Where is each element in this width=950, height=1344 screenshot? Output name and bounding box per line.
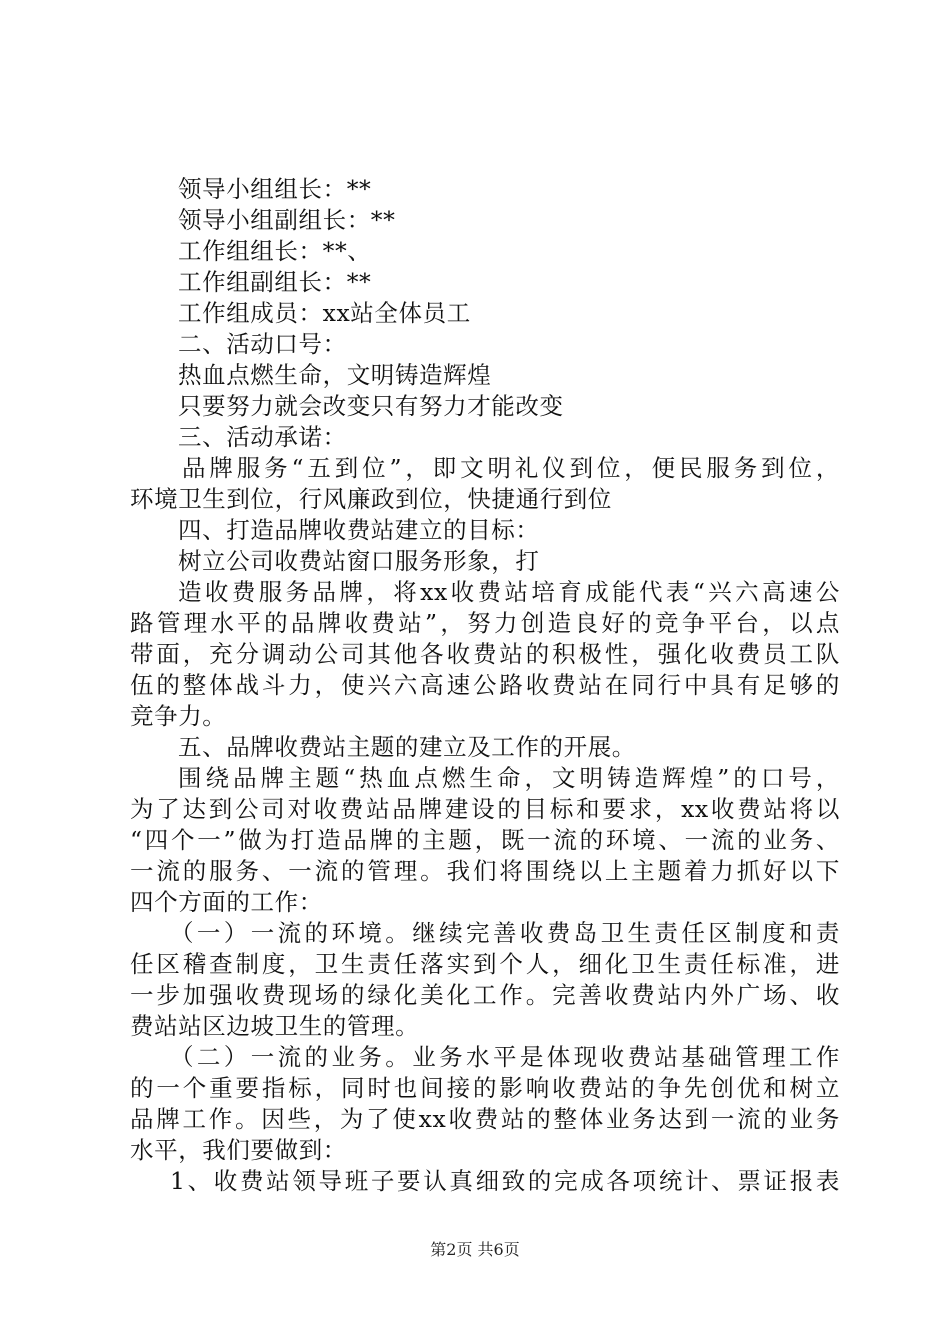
text-line: 工作组成员：xx站全体员工 — [178, 299, 471, 327]
text-line: 工作组组长：**、 — [178, 237, 372, 265]
text-line: （二）一流的业务。业务水平是体现收费站基础管理工作 — [170, 1043, 840, 1071]
page-footer: 第2页 共6页 — [430, 1240, 520, 1259]
text-line: 环境卫生到位，行风廉政到位，快捷通行到位 — [130, 485, 612, 513]
text-line: 四、打造品牌收费站建立的目标： — [178, 516, 540, 544]
text-line: 品牌服务“五到位”，即文明礼仪到位，便民服务到位， — [182, 454, 840, 482]
text-line: 只要努力就会改变只有努力才能改变 — [178, 392, 564, 420]
text-line: 三、活动承诺： — [178, 423, 347, 451]
text-line: 竞争力。 — [130, 702, 227, 730]
text-line: 工作组副组长：** — [178, 268, 372, 296]
text-line: 水平，我们要做到： — [130, 1136, 347, 1164]
text-line: “四个一”做为打造品牌的主题，既一流的环境、一流的业务、 — [130, 826, 840, 854]
text-line: 五、品牌收费站主题的建立及工作的开展。 — [178, 733, 636, 761]
text-line: 费站站区边坡卫生的管理。 — [130, 1012, 420, 1040]
text-line: 四个方面的工作： — [130, 888, 323, 916]
text-line: 领导小组副组长：** — [178, 206, 396, 234]
text-line: 的一个重要指标，同时也间接的影响收费站的争先创优和树立 — [130, 1074, 840, 1102]
document-body — [130, 174, 840, 1197]
text-line: 一步加强收费现场的绿化美化工作。完善收费站内外广场、收 — [130, 981, 840, 1009]
text-line: 热血点燃生命，文明铸造辉煌 — [178, 361, 492, 389]
text-line: 1、收费站领导班子要认真细致的完成各项统计、票证报表 — [170, 1167, 840, 1195]
text-line: 造收费服务品牌，将xx收费站培育成能代表“兴六高速公 — [178, 578, 840, 606]
text-line: 围绕品牌主题“热血点燃生命，文明铸造辉煌”的口号， — [178, 764, 840, 792]
text-line: 伍的整体战斗力，使兴六高速公路收费站在同行中具有足够的 — [130, 671, 840, 699]
text-line: 品牌工作。因些，为了使xx收费站的整体业务达到一流的业务 — [130, 1105, 840, 1133]
text-line: 为了达到公司对收费站品牌建设的目标和要求，xx收费站将以 — [130, 795, 840, 823]
text-line: 领导小组组长：** — [178, 175, 372, 203]
text-line: 任区稽查制度，卫生责任落实到个人，细化卫生责任标准，进 — [130, 950, 840, 978]
text-line: 路管理水平的品牌收费站”，努力创造良好的竞争平台，以点 — [130, 609, 840, 637]
text-line: （一）一流的环境。继续完善收费岛卫生责任区制度和责 — [170, 919, 840, 947]
text-line: 带面，充分调动公司其他各收费站的积极性，强化收费员工队 — [130, 640, 840, 668]
text-line: 一流的服务、一流的管理。我们将围绕以上主题着力抓好以下 — [130, 857, 840, 885]
text-line: 树立公司收费站窗口服务形象，打 — [178, 547, 540, 575]
text-line: 二、活动口号： — [178, 330, 347, 358]
